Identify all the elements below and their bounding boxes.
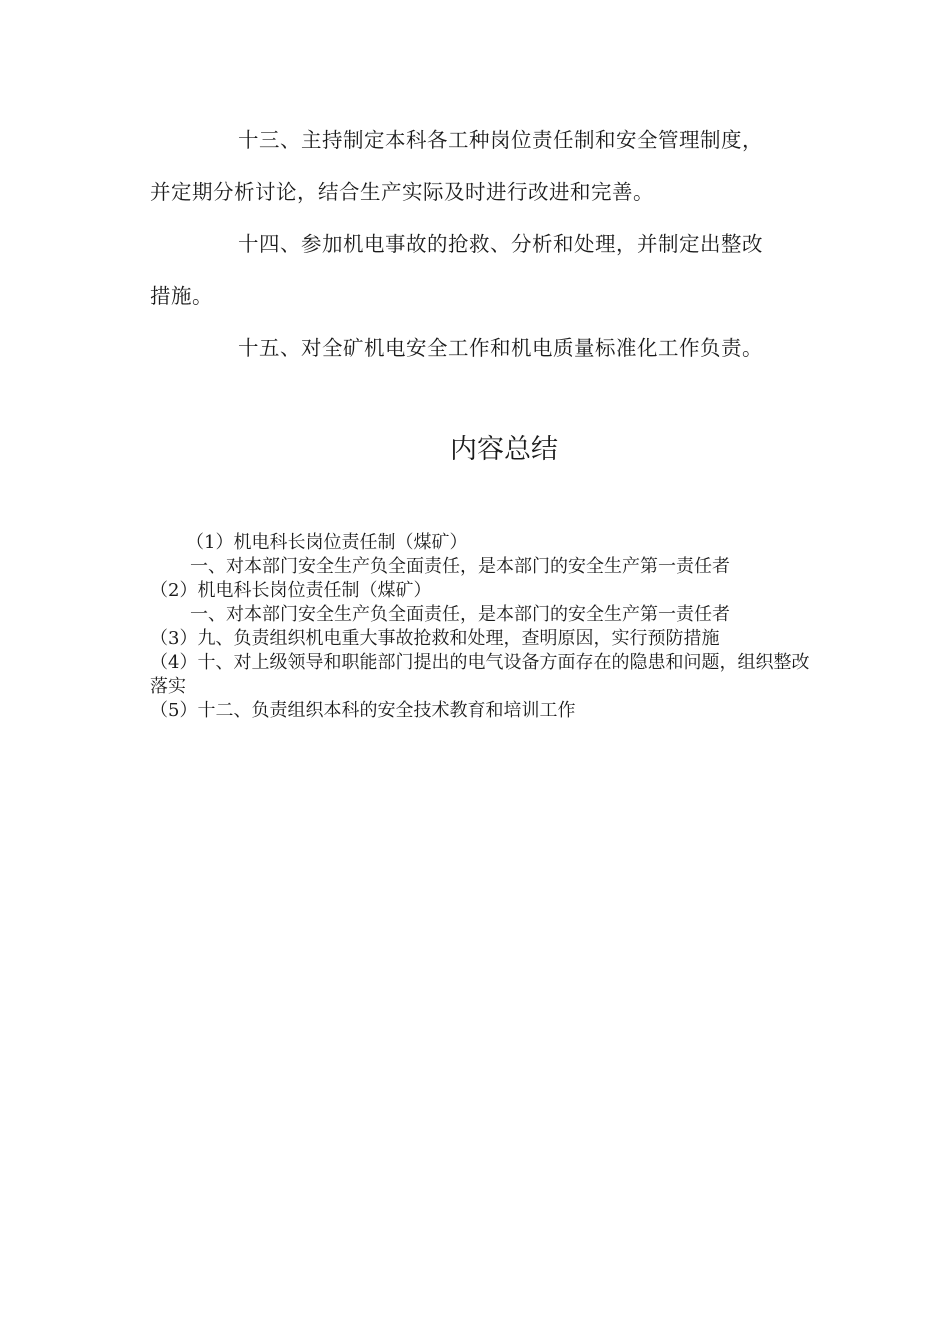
summary-item-2-text: 一、对本部门安全生产负全面责任，是本部门的安全生产第一责任者	[190, 604, 730, 625]
summary-item-4-text: （4）十、对上级领导和职能部门提出的电气设备方面存在的隐患和问题，组织整改落实	[150, 652, 810, 697]
summary-item-1-text: 一、对本部门安全生产负全面责任，是本部门的安全生产第一责任者	[190, 556, 730, 577]
paragraph-13-line-2: 并定期分析讨论，结合生产实际及时进行改进和完善。	[150, 180, 654, 204]
summary-heading: 内容总结	[450, 434, 558, 465]
paragraph-14-line-1: 十四、参加机电事故的抢救、分析和处理，并制定出整改	[238, 232, 763, 256]
paragraph-13	[150, 114, 800, 166]
paragraph-15-text: 十五、对全矿机电安全工作和机电质量标准化工作负责。	[238, 336, 763, 360]
summary-item-2-title: （2）机电科长岗位责任制（煤矿）	[150, 580, 432, 601]
paragraph-14-line-2: 措施。	[150, 284, 213, 308]
body-text	[150, 114, 800, 374]
summary-item-1-title: （1）机电科长岗位责任制（煤矿）	[186, 532, 468, 553]
summary-list	[150, 531, 810, 723]
summary-item-3-text: （3）九、负责组织机电重大事故抢救和处理，查明原因，实行预防措施	[150, 628, 720, 649]
paragraph-14-continued	[150, 270, 800, 322]
paragraph-15	[150, 322, 800, 374]
paragraph-14	[150, 218, 800, 270]
paragraph-13-continued	[150, 166, 800, 218]
paragraph-13-line-1: 十三、主持制定本科各工种岗位责任制和安全管理制度，	[238, 128, 763, 152]
summary-item-5-text: （5）十二、负责组织本科的安全技术教育和培训工作	[150, 700, 576, 721]
